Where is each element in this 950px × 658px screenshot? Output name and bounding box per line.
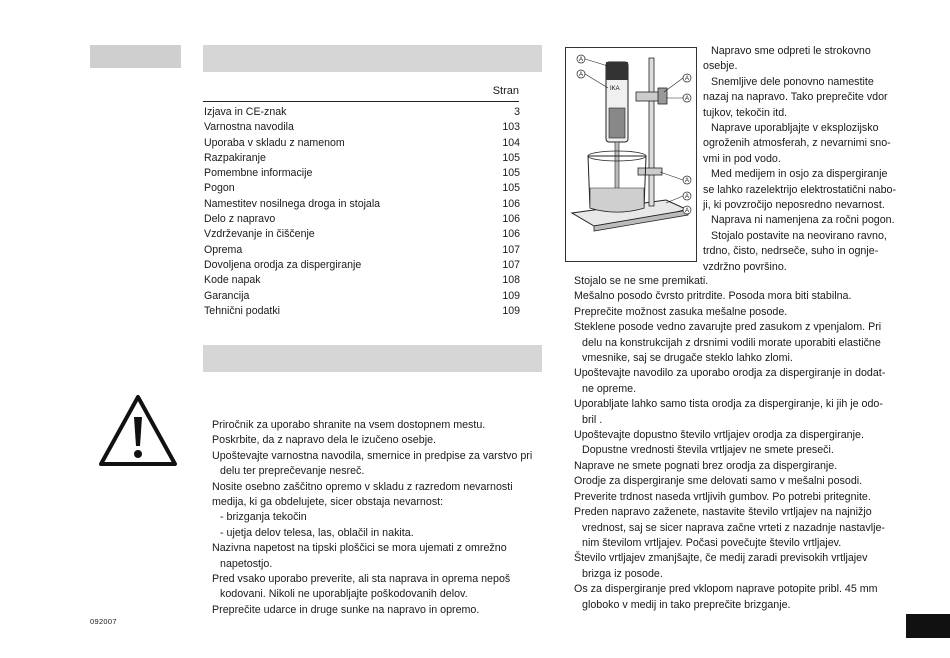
text-line: vrednost, saj se sicer naprava začne vrteti z nazadnje nastavlje- [582,521,885,534]
text-line: Pred vsako uporabo preverite, ali sta naprava in oprema nepoš [212,573,511,586]
toc-entry-title: Oprema [204,243,243,256]
text-line: osebje. [703,60,738,73]
figure-marker-2: A [578,72,584,78]
text-line: medija, ki ga obdelujete, sicer obstaja nevarnost: [212,496,444,509]
toc-column-header: Stran [492,85,519,97]
text-line: Nazivna napetost na tipski ploščici se mora ujemati z omrežno [212,542,507,555]
toc-header-bar [203,45,542,72]
toc-divider [203,101,519,102]
toc-entry-page: 107 [502,243,520,256]
text-line: Preden napravo zaženete, nastavite število vrtljajev na najnižjo [574,506,872,519]
toc-entry [204,289,520,304]
text-line: nazaj na napravo. Tako preprečite vdor [703,91,888,104]
text-line: tujkov, tekočin itd. [703,106,788,119]
toc-entry [204,166,520,181]
text-line: Priročnik za uporabo shranite na vsem dostopnem mestu. [212,419,486,431]
text-line: Upoštevajte dopustno število vrtljajev orodja za dispergiranje. [574,429,864,442]
text-line: Preverite trdnost naseda vrtljivih gumbov. Po potrebi pritegnite. [574,490,871,503]
toc-entry-page: 109 [502,304,520,317]
text-line: - brizganja tekočin [220,511,307,524]
text-line: Stojalo postavite na neovirano ravno, [711,229,887,242]
text-line: Nosite osebno zaščitno opremo v skladu z razredom nevarnosti [212,480,513,493]
toc-entry-page: 109 [502,289,520,302]
figure-marker-6: A [684,194,690,200]
toc-entry-page: 103 [502,121,520,134]
toc-entry [204,243,520,258]
text-line: Orodje za dispergiranje sme delovati samo v mešalni posodi. [574,475,863,488]
text-line: Poskrbite, da z napravo dela le izučeno osebje. [212,434,436,447]
text-line: napetostjo. [220,557,273,570]
text-line: Med medijem in osjo za dispergiranje [711,168,888,181]
text-line: Snemljive dele ponovno namestite [711,75,874,88]
toc-entry-title: Tehnični podatki [204,304,280,317]
toc-entry-page: 105 [502,167,520,180]
toc-entry [204,258,520,273]
toc-entry [204,120,520,135]
text-line: bril . [582,413,603,426]
text-line: vzdržno površino. [703,260,787,273]
text-line: vmesnike, saj se drugače steklo lahko zlomi. [582,352,793,365]
text-line: Os za dispergiranje pred vklopom naprave potopite pribl. 45 mm [574,583,878,596]
toc-entry [204,304,520,319]
figure-marker-5: A [684,178,690,184]
text-line: Napravo sme odpreti le strokovno [711,45,871,57]
toc-entry-page: 104 [502,136,520,149]
toc-entry-title: Izjava in CE-znak [204,106,287,118]
toc-entry-title: Dovoljena orodja za dispergiranje [204,258,362,271]
toc-entry-title: Razpakiranje [204,151,266,164]
text-line: Naprave uporabljajte v eksplozijsko [711,122,879,135]
text-line: globoko v medij in tako preprečite brizganje. [582,598,791,611]
text-line: kodovani. Nikoli ne uporabljajte poškodovanih delov. [220,588,468,601]
toc-entry-page: 107 [502,258,520,271]
safety-instructions-right-top [703,44,903,275]
safety-header-bar [203,345,542,372]
toc-entry-title: Pogon [204,182,235,195]
device-brand-label: IKA [610,86,620,92]
toc-entry [204,197,520,212]
figure-marker-3: A [684,76,690,82]
toc-entry-title: Kode napak [204,274,261,287]
figure-marker-4: A [684,96,690,102]
safety-instructions-right-bottom [574,274,903,613]
toc-entry-title: Vzdrževanje in čiščenje [204,228,315,241]
text-line: ji, ki povzročijo neposredno nevarnost. [703,199,885,212]
text-line: Število vrtljajev zmanjšajte, če medij zaradi previsokih vrtljajev [574,552,868,565]
text-line: delu na konstrukcijah z drsnimi vodili morate uporabiti elastične [582,336,881,349]
table-of-contents [204,105,520,319]
toc-entry [204,151,520,166]
toc-entry-title: Pomembne informacije [204,167,313,180]
toc-entry-title: Garancija [204,289,250,302]
text-line: nim številom vrtljajev. Počasi povečujte število vrtljajev. [582,536,842,549]
text-line: vmi in pod vodo. [703,152,781,165]
toc-entry [204,136,520,151]
toc-entry-title: Namestitev nosilnega droga in stojala [204,197,381,210]
text-line: Naprave ne smete pognati brez orodja za dispergiranje. [574,459,838,472]
text-line: Preprečite možnost zasuka mešalne posode. [574,305,788,318]
toc-entry-page: 105 [502,182,520,195]
toc-entry-page: 106 [502,228,520,241]
page-number-tab [906,614,950,638]
safety-instructions-left [212,418,542,618]
toc-entry-page: 105 [502,151,520,164]
text-line: delu ter preprečevanje nesreč. [220,465,365,478]
toc-entry-title: Delo z napravo [204,213,276,226]
text-line: ogroženih atmosferah, z nevarnimi sno- [703,137,891,150]
toc-entry-title: Varnostna navodila [204,121,294,134]
toc-entry [204,227,520,242]
toc-entry-title: Uporaba v skladu z namenom [204,136,345,149]
text-line: - ujetja delov telesa, las, oblačil in nakita. [220,526,414,539]
document-code: 092007 [90,617,117,626]
toc-entry-page: 108 [502,274,520,287]
text-line: Naprava ni namenjena za ročni pogon. [711,214,895,227]
warning-icon [98,395,178,467]
toc-entry-page: 106 [502,213,520,226]
section-tab-gray [90,45,181,68]
text-line: Upoštevajte navodilo za uporabo orodja za dispergiranje in dodat- [574,367,886,380]
toc-entry [204,181,520,196]
text-line: trdno, čisto, nedrseče, suho in ognje- [703,245,879,258]
device-illustration [565,47,697,262]
text-line: Preprečite udarce in druge sunke na napravo in opremo. [212,603,480,616]
toc-entry [204,273,520,288]
text-line: Steklene posode vedno zavarujte pred zasukom z vpenjalom. Pri [574,321,882,334]
text-line: se lahko razelektrijo elektrostatični nabo- [703,183,897,196]
toc-entry-page: 106 [502,197,520,210]
text-line: brizga iz posode. [582,567,663,580]
text-line: Mešalno posodo čvrsto pritrdite. Posoda mora biti stabilna. [574,290,852,303]
toc-entry [204,212,520,227]
text-line: Upoštevajte varnostna navodila, smernice in predpise za varstvo pri [212,449,533,462]
toc-entry [204,105,520,120]
figure-marker-7: A [684,208,690,214]
figure-marker-1: A [578,57,584,63]
text-line: Dopustne vrednosti števila vrtljajev ne smete preseči. [582,444,834,457]
text-line: Uporabljate lahko samo tista orodja za dispergiranje, ki jih je odo- [574,398,883,411]
text-line: ne opreme. [582,382,637,395]
text-line: Stojalo se ne sme premikati. [574,275,709,287]
toc-entry-page: 3 [514,106,520,118]
